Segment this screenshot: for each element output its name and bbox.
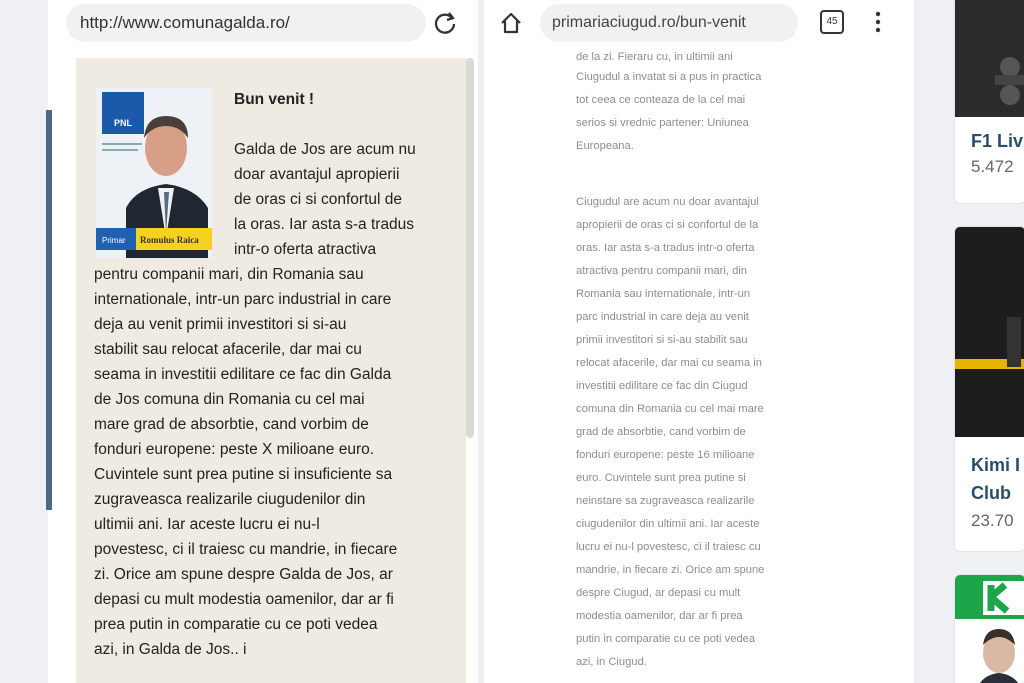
paragraph-line: parc industrial in care deja au venit (576, 311, 749, 323)
paragraph-line: primii investitori si si-au stabilit sau (576, 334, 748, 346)
paragraph-line: tot ceea ce conteaza de la cel mai (576, 94, 746, 106)
card-thumbnail (955, 575, 1024, 683)
address-bar (48, 0, 478, 52)
paragraph-line: de Jos comuna din Romania cu cel mai (94, 391, 365, 408)
paragraph-line: stabilit sau relocat afacerile, dar mai cu (94, 341, 362, 358)
paragraph-line: Ciugudul are acum nu doar avantajul (576, 196, 759, 208)
paragraph-line: atractiva pentru companii mari, din (576, 265, 747, 277)
address-bar (484, 0, 914, 52)
paragraph-line: zugraveasca realizarile ciugudenilor din (94, 491, 366, 508)
page-heading: Bun venit ! (234, 91, 315, 108)
paragraph-line: lucru ei nu-l povestesc, ci il traiesc cu (576, 541, 761, 553)
paragraph-line: seama in investitii edilitare ce fac din Galda (94, 366, 392, 383)
feed-card[interactable] (954, 226, 1024, 552)
paragraph-line: internationale, intr-un parc industrial in care (94, 291, 392, 308)
paragraph-line: mare grad de absorbtie, cand vorbim de (94, 416, 369, 433)
paragraph-line: pentru companii mari, din Romania sau (94, 266, 364, 283)
feed-card[interactable] (954, 574, 1024, 683)
reload-icon[interactable] (432, 10, 458, 36)
right-browser-window (484, 0, 914, 683)
paragraph-line: azi, in Ciugud. (576, 656, 647, 668)
paragraph-line: Ciugudul a invatat si a pus in practica (576, 71, 762, 83)
card-views: 23.70 (971, 511, 1014, 530)
card-views: 5.472 (971, 157, 1014, 176)
kebab-menu-icon[interactable] (874, 10, 882, 34)
paragraph-line: zi. Orice am spune despre Galda de Jos, ar (94, 566, 393, 583)
paragraph-line: ciugudenilor din ultimii ani. Iar aceste (576, 518, 760, 530)
mayor-photo (96, 88, 212, 258)
paragraph-line: ultimii ani. Iar aceste lucru ei nu-l (94, 516, 320, 533)
url-field[interactable] (66, 4, 426, 42)
paragraph-line: grad de absorbtie, cand vorbim de (576, 426, 746, 438)
svg-text:PNL: PNL (114, 118, 132, 128)
page-content (76, 58, 466, 683)
paragraph-line: mandrie, in fiecare zi. Orice am spune (576, 564, 765, 576)
paragraph-line: de la zi. Fieraru cu, in ultimii ani (576, 51, 733, 63)
paragraph-line: apropierii de oras ci si confortul de la (576, 219, 759, 231)
background-strip (46, 110, 52, 510)
paragraph-line: relocat afacerile, dar mai cu seama in (576, 357, 762, 369)
paragraph-line: deja au venit primii investitori si si-au (94, 316, 347, 333)
card-title-line2: Club (971, 483, 1011, 503)
page-content (484, 52, 914, 683)
side-feed (954, 0, 1024, 683)
feed-card[interactable] (954, 0, 1024, 204)
paragraph-line: fonduri europene: peste X milioane euro. (94, 441, 375, 458)
paragraph-line: la oras. Iar asta s-a tradus (234, 216, 415, 233)
svg-text:Romulus Raica: Romulus Raica (140, 235, 199, 245)
card-thumbnail (955, 0, 1024, 117)
paragraph-line: serios si vrednic partener: Uniunea (576, 117, 749, 129)
url-text: http://www.comunagalda.ro/ (80, 13, 290, 32)
card-title: F1 Liv (971, 131, 1024, 151)
paragraph-line: intr-o oferta atractiva (234, 241, 377, 258)
card-title: Kimi I (971, 455, 1021, 475)
url-field[interactable] (540, 4, 798, 42)
url-text: primariaciugud.ro/bun-venit (552, 14, 746, 31)
tab-count-button[interactable]: 45 (820, 10, 844, 34)
mayor-poster (96, 88, 212, 258)
card-thumbnail (955, 227, 1024, 437)
paragraph-line: euro. Cuvintele sunt prea putine si (576, 472, 746, 484)
paragraph-line: Europeana. (576, 140, 634, 152)
paragraph-line: depasi cu mult modestia oamenilor, dar ar fi (94, 591, 394, 608)
paragraph-line: Romania sau internationale, intr-un (576, 288, 751, 300)
paragraph-line: neinstare sa zugraveasca realizarile (576, 495, 755, 507)
svg-text:Primar: Primar (102, 236, 126, 245)
paragraph-line: Galda de Jos are acum nu (234, 141, 416, 158)
paragraph-line: investitii edilitare ce fac din Ciugud (576, 380, 748, 392)
scrollbar-thumb[interactable] (466, 58, 474, 438)
paragraph-line: fonduri europene: peste 16 milioane (576, 449, 755, 461)
paragraph-line: putin in comparatie cu ce poti vedea (576, 633, 756, 645)
paragraph-line: comuna din Romania cu cel mai mare (576, 403, 764, 415)
paragraph-line: Cuvintele sunt prea putine si insuficiente sa (94, 466, 393, 483)
paragraph-line: azi, in Galda de Jos.. i (94, 641, 247, 658)
paragraph-line: modestia oamenilor, dar ar fi prea (576, 610, 743, 622)
paragraph-line: de oras ci si confortul de (234, 191, 403, 208)
paragraph-line: prea putin in comparatie cu ce poti vedea (94, 616, 378, 633)
paragraph-line: povestesc, ci il traiesc cu mandrie, in fiecare (94, 541, 398, 558)
home-icon[interactable] (498, 10, 524, 36)
paragraph-line: despre Ciugud, ar depasi cu mult (576, 587, 741, 599)
left-browser-window (48, 0, 478, 683)
paragraph-line: doar avantajul apropierii (234, 166, 400, 183)
paragraph-line: oras. Iar asta s-a tradus intr-o oferta (576, 242, 755, 254)
